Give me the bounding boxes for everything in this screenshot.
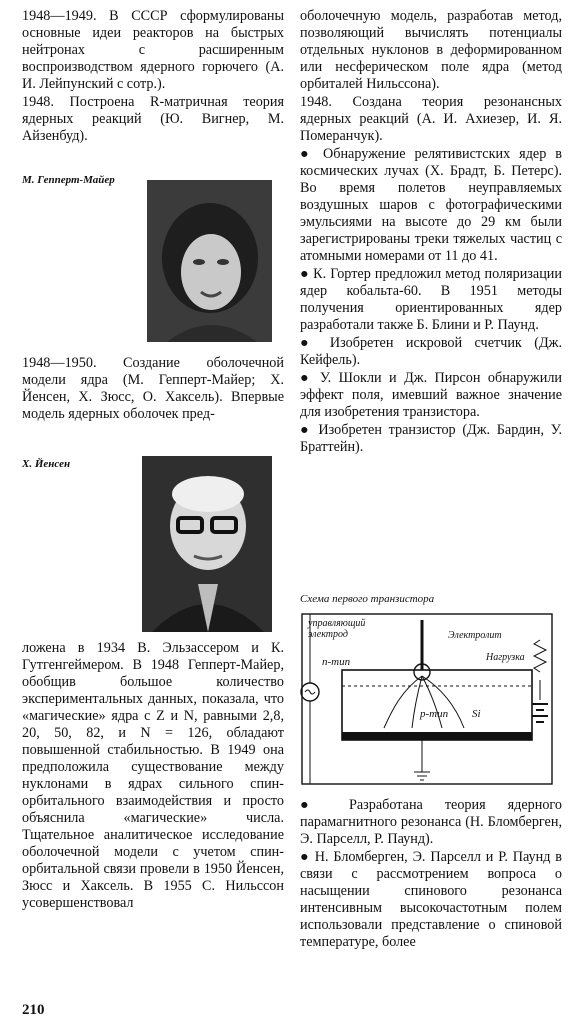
label-electrolyte: Электролит [448,630,502,641]
paragraph-nmr-theory: ● Разработана теория ядерного парамагнитного резонанса (Н. Бломберген, Э. Парселл, Р. Паунд). [300,797,562,848]
caption-jensen: Х. Йенсен [22,458,71,470]
photo-goeppert-mayer [147,180,272,342]
photo-jensen [142,456,272,632]
paragraph-spin-temperature: ● Н. Бломберген, Э. Парселл и Р. Паунд в связи с рассмотрением вопроса о насыщении спинового резонанса интенсивным высокочастотным полем использовали представление о спиновой температуре, более [300,849,562,951]
caption-goeppert-mayer: М. Гепперт-Майер [22,174,115,186]
label-p-type: p-тип [420,708,449,720]
paragraph-1948-1950: 1948—1950. Создание оболочечной модели ядра (М. Гепперт-Майер; Х. Йенсен, Х. Зюсс, О. Хаксель). Впервые модель ядерных оболочек пред- [22,355,284,422]
transistor-schematic [292,610,562,795]
paragraph-1948-resonance: 1948. Создана теория резонансных ядерных реакций (А. И. Ахиезер, И. Я. Померанчук). [300,94,562,144]
paragraph-gorter: ● К. Гортер предложил метод поляризации ядер кобальта-60. В 1951 методы получения ориентированных ядер разработали также Б. Блини и Р. Паунд. [300,266,562,334]
paragraph-spark-counter: ● Изобретен искровой счетчик (Дж. Кейфель). [300,335,562,369]
paragraph-nilsson: оболочечную модель, разработав метод, позволяющий вычислять потенциалы отдельных нуклонов в деформированном или несферическом поле ядра (метод орбиталей Нильссона). [300,8,562,92]
label-n-type: n-тип [322,656,351,668]
left-column-middle [22,355,284,423]
schema-title: Схема первого транзистора [300,593,435,605]
right-column [300,8,562,456]
paragraph-transistor: ● Изобретен транзистор (Дж. Бардин, У. Браттейн). [300,422,562,456]
paragraph-1948-rmatrix: 1948. Построена R-матричная теория ядерных реакций (Ю. Вигнер, М. Айзенбуд). [22,94,284,144]
right-column-bottom [300,797,562,951]
paragraph-1948-1949: 1948—1949. В СССР сформулированы основные идеи реакторов на быстрых нейтронах с расширенным воспроизводством ядерного горючего (А. И. Лейпунский с сотр.). [22,8,284,92]
paragraph-field-effect: ● У. Шокли и Дж. Пирсон обнаружили эффект поля, имевший важное значение для изобретения транзистора. [300,370,562,421]
label-load: Нагрузка [486,652,525,663]
label-electrode: управляющий электрод [308,618,366,640]
left-column [22,8,284,145]
paragraph-relativistic-nuclei: ● Обнаружение релятивистских ядер в космических лучах (Х. Брадт, Б. Петерс). Во время полетов неуправляемых воздушных шаров с фотографическими эмульсиями на высоте до 29 км были зарегистрированы треки тяжелых частиц с атомными номерами от 11 до 41. [300,146,562,265]
paragraph-shell-model-history: ложена в 1934 В. Эльзассером и К. Гутгенгеймером. В 1948 Гепперт-Майер, обобщив большое количество экспериментальных данных, показала, что «магические» ядра с Z и N, равными 2,8, 20, 50, 82, и N = 126, обладают повышенной стабильностью. В 1949 она предположила существование между нуклонами в ядрах сильного спин-орбитального взаимодействия и просто объяснила «магические» числа. Тщательное аналитическое исследование оболочечной модели с учетом спин-орбитальной связи провели в 1950 Йенсен, Зюсс и Хаксель. В 1955 С. Нильссон усовершенствовал [22,640,284,911]
label-si: Si [472,708,481,720]
left-column-bottom [22,640,284,912]
page-number: 210 [22,1002,45,1018]
